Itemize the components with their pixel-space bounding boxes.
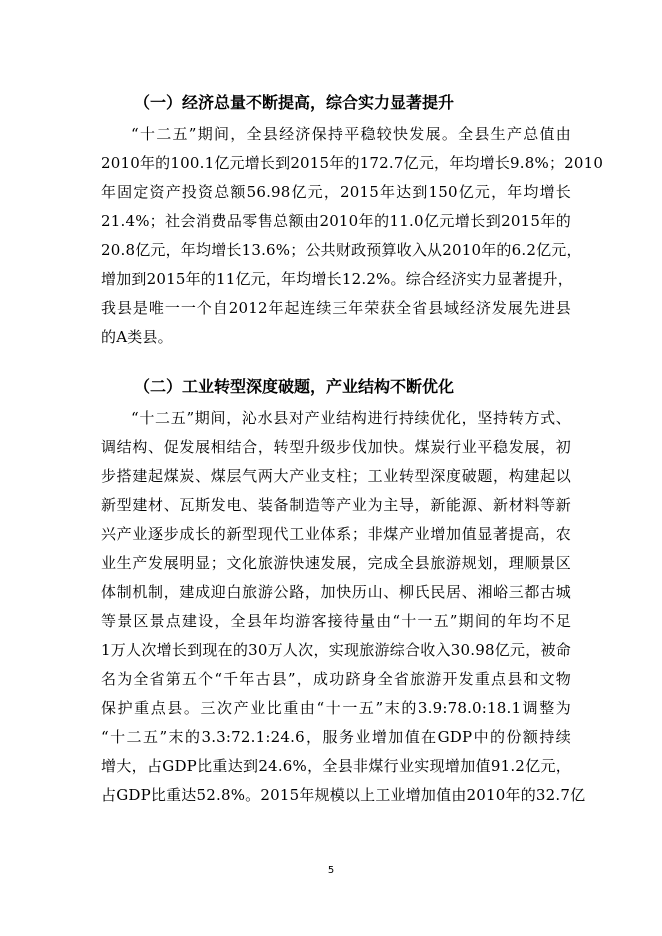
paragraph-line: 增大，占GDP比重达到24.6%，全县非煤行业实现增加值91.2亿元， xyxy=(101,757,571,775)
paragraph-line: 名为全省第五个“千年古县”，成功跻身全省旅游开发重点县和文物 xyxy=(101,670,571,688)
paragraph-line: 21.4%；社会消费品零售总额由2010年的11.0亿元增长到2015年的 xyxy=(101,212,571,230)
paragraph-line: 新型建材、瓦斯发电、装备制造等产业为主导，新能源、新材料等新 xyxy=(101,496,571,514)
paragraph-line: “十二五”期间，全县经济保持平稳较快发展。全县生产总值由 xyxy=(131,125,571,143)
paragraph-line: 兴产业逐步成长的新型现代工业体系；非煤产业增加值显著提高，农 xyxy=(101,525,571,543)
paragraph-industry xyxy=(101,404,586,810)
paragraph-line: 2010年的100.1亿元增长到2015年的172.7亿元，年均增长9.8%；2010 xyxy=(101,154,604,172)
paragraph-line: 我县是唯一一个自2012年起连续三年荣获全省县域经济发展先进县 xyxy=(101,299,571,317)
paragraph-line: “十二五”期间，沁水县对产业结构进行持续优化，坚持转方式、 xyxy=(131,409,571,427)
paragraph-line: 占GDP比重达52.8%。2015年规模以上工业增加值由2010年的32.7亿 xyxy=(101,786,586,804)
page-number: 5 xyxy=(327,865,335,876)
section-heading-economy: （一）经济总量不断提高，综合实力显著提升 xyxy=(134,93,455,112)
paragraph-line: 年固定资产投资总额56.98亿元，2015年达到150亿元，年均增长 xyxy=(101,183,571,201)
paragraph-line: 等景区景点建设，全县年均游客接待量由“十一五”期间的年均不足 xyxy=(101,612,571,630)
paragraph-line: 1万人次增长到现在的30万人次，实现旅游综合收入30.98亿元，被命 xyxy=(101,641,571,659)
paragraph-line: 20.8亿元，年均增长13.6%；公共财政预算收入从2010年的6.2亿元， xyxy=(101,241,582,259)
section-heading-industry: （二）工业转型深度破题，产业结构不断优化 xyxy=(134,377,455,396)
paragraph-economy xyxy=(101,120,604,352)
paragraph-line: “十二五”末的3.3:72.1:24.6，服务业增加值在GDP中的份额持续 xyxy=(101,728,571,746)
paragraph-line: 调结构、促发展相结合，转型升级步伐加快。煤炭行业平稳发展，初 xyxy=(101,438,571,456)
paragraph-line: 业生产发展明显；文化旅游快速发展，完成全县旅游规划，理顺景区 xyxy=(101,554,571,572)
paragraph-line: 体制机制，建成迎白旅游公路，加快历山、柳氏民居、湘峪三都古城 xyxy=(101,583,571,601)
paragraph-line: 保护重点县。三次产业比重由“十一五”末的3.9:78.0:18.1调整为 xyxy=(101,699,571,717)
paragraph-line: 增加到2015年的11亿元，年均增长12.2%。综合经济实力显著提升， xyxy=(101,270,573,288)
paragraph-line: 的A类县。 xyxy=(101,328,173,346)
paragraph-line: 步搭建起煤炭、煤层气两大产业支柱；工业转型深度破题，构建起以 xyxy=(101,467,571,485)
